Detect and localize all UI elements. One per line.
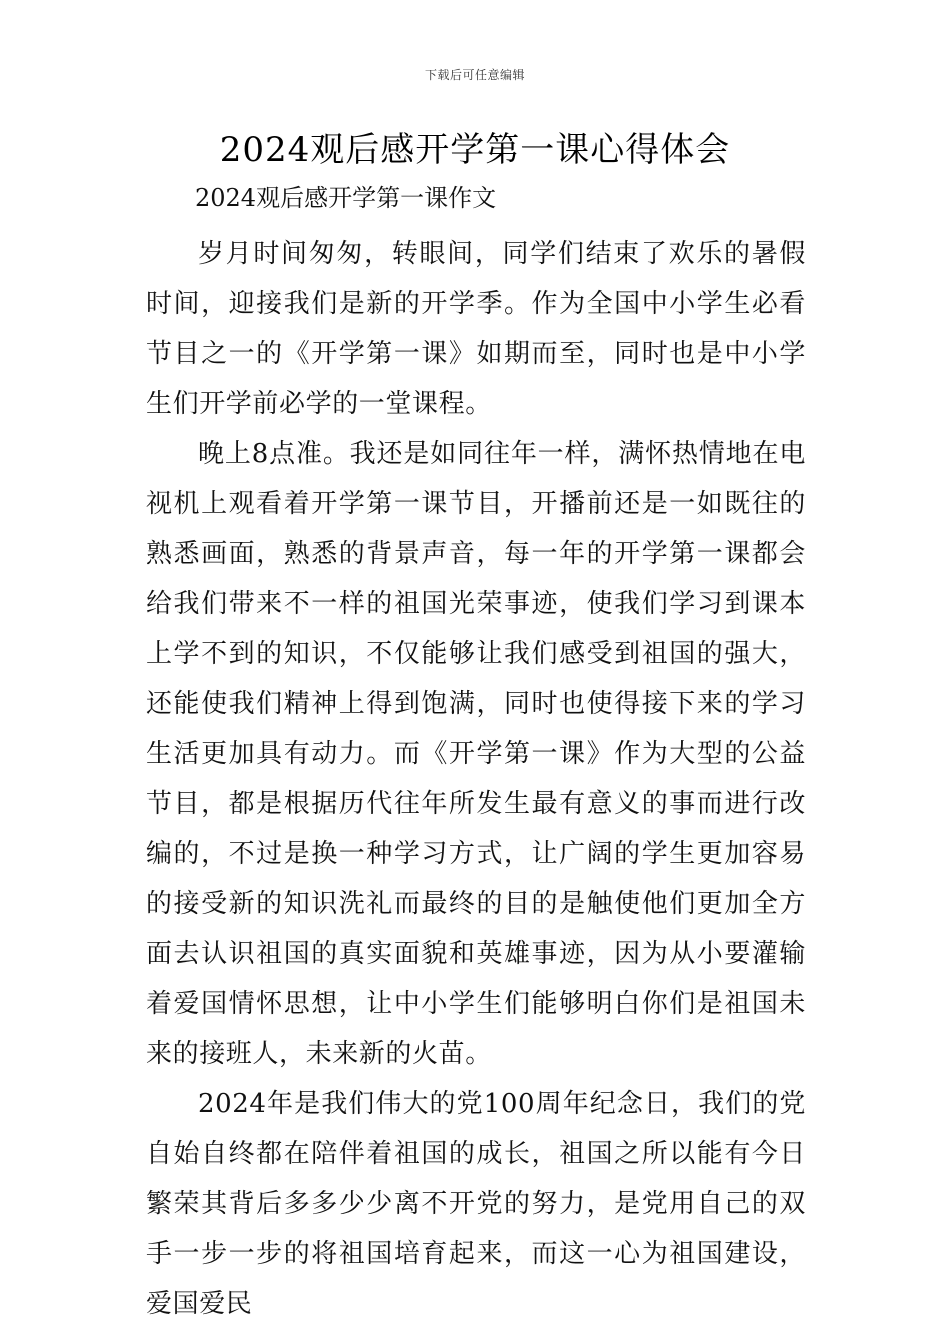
paragraph: 岁月时间匆匆，转眼间，同学们结束了欢乐的暑假时间，迎接我们是新的开学季。作为全国中小学生必看节目之一的《开学第一课》如期而至，同时也是中小学生们开学前必学的一堂课程。	[146, 239, 806, 419]
header-note: 下载后可任意编辑	[424, 68, 525, 82]
paragraph: 晚上8点准。我还是如同往年一样，满怀热情地在电视机上观看着开学第一课节目，开播前还是一如既往的熟悉画面，熟悉的背景声音，每一年的开学第一课都会给我们带来不一样的祖国光荣事迹，使我们学习到课本上学不到的知识，不仅能够让我们感受到祖国的强大，还能使我们精神上得到饱满，同时也使得接下来的学习生活更加具有动力。而《开学第一课》作为大型的公益节目，都是根据历代往年所发生最有意义的事而进行改编的，不过是换一种学习方式，让广阔的学生更加容易的接受新的知识洗礼而最终的目的是触使他们更加全方面去认识祖国的真实面貌和英雄事迹，因为从小要灌输着爱国情怀思想，让中小学生们能够明白你们是祖国未来的接班人，未来新的火苗。	[146, 439, 806, 1069]
page-title: 2024观后感开学第一课心得体会	[219, 130, 731, 170]
subtitle: 2024观后感开学第一课作文	[195, 184, 497, 212]
document-body	[146, 229, 806, 1329]
paragraph: 2024年是我们伟大的党100周年纪念日，我们的党自始自终都在陪伴着祖国的成长，祖国之所以能有今日繁荣其背后多多少少离不开党的努力，是党用自己的双手一步一步的将祖国培育起来，而这一心为祖国建设，爱国爱民	[146, 1089, 806, 1319]
